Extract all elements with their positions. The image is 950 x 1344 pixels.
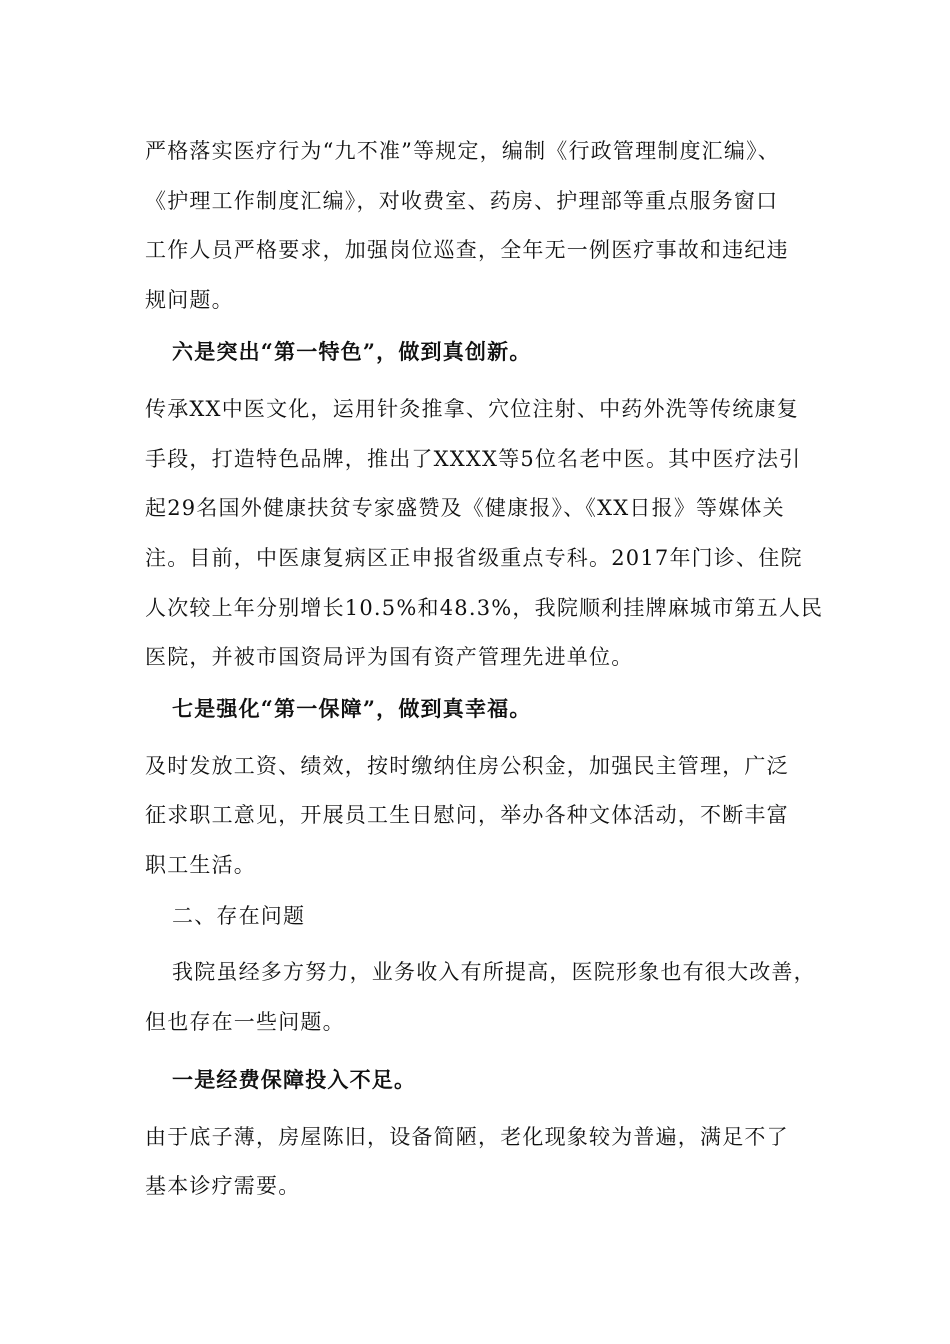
section-heading: 六是突出“第一特色”，做到真创新。 xyxy=(172,339,532,364)
body-text-line: 传承XX中医文化，运用针灸推拿、穴位注射、中药外洗等传统康复 xyxy=(145,397,799,421)
body-text-line: 基本诊疗需要。 xyxy=(145,1174,301,1198)
body-text-line: 工作人员严格要求，加强岗位巡查，全年无一例医疗事故和违纪违 xyxy=(145,238,789,262)
body-text-line: 但也存在一些问题。 xyxy=(145,1010,345,1034)
body-text-line: 《护理工作制度汇编》，对收费室、药房、护理部等重点服务窗口 xyxy=(145,189,779,213)
body-text-line: 医院，并被市国资局评为国有资产管理先进单位。 xyxy=(145,645,634,669)
section-heading: 七是强化“第一保障”，做到真幸福。 xyxy=(172,696,532,721)
body-text-line: 我院虽经多方努力，业务收入有所提高，医院形象也有很大改善， xyxy=(172,960,816,984)
body-text-line: 起29名国外健康扶贫专家盛赞及《健康报》、《XX日报》等媒体关 xyxy=(145,496,785,520)
body-text-line: 手段，打造特色品牌，推出了XXXX等5位名老中医。其中医疗法引 xyxy=(145,447,802,471)
body-text-line: 规问题。 xyxy=(145,288,234,312)
body-text-line: 职工生活。 xyxy=(145,853,256,877)
section-title: 二、存在问题 xyxy=(172,904,306,928)
body-text-line: 注。目前，中医康复病区正申报省级重点专科。2017年门诊、住院 xyxy=(145,546,803,570)
body-text-line: 由于底子薄，房屋陈旧，设备简陋，老化现象较为普遍，满足不了 xyxy=(145,1125,789,1149)
body-text-line: 征求职工意见，开展员工生日慰问，举办各种文体活动，不断丰富 xyxy=(145,803,789,827)
section-heading: 一是经费保障投入不足。 xyxy=(172,1067,417,1092)
body-text-line: 严格落实医疗行为“九不准”等规定，编制《行政管理制度汇编》、 xyxy=(145,139,780,163)
body-text-line: 及时发放工资、绩效，按时缴纳住房公积金，加强民主管理，广泛 xyxy=(145,754,789,778)
body-text-line: 人次较上年分别增长10.5%和48.3%，我院顺利挂牌麻城市第五人民 xyxy=(145,596,824,620)
